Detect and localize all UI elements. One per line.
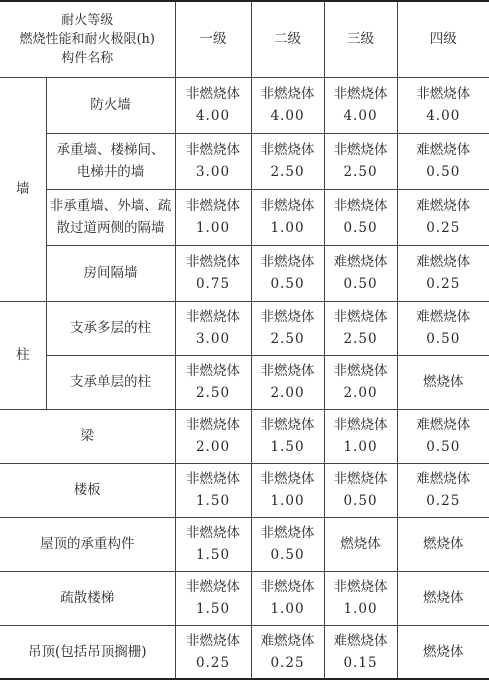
rating-cell xyxy=(175,133,251,189)
rating-cell xyxy=(324,355,397,409)
material-type: 燃烧体 xyxy=(423,536,464,552)
fire-limit-hours: 1.00 xyxy=(343,601,378,617)
rating-cell xyxy=(324,245,397,301)
grade-header: 二级 xyxy=(251,1,324,77)
rating-cell xyxy=(397,625,489,679)
table-row xyxy=(0,301,489,355)
table-row xyxy=(0,571,489,625)
rating-cell xyxy=(175,355,251,409)
rating-cell xyxy=(251,301,324,355)
material-type: 非燃烧体 xyxy=(333,198,388,214)
rating-cell xyxy=(175,189,251,245)
material-type: 非燃烧体 xyxy=(186,142,240,158)
material-type: 燃烧体 xyxy=(423,643,464,660)
material-type: 非燃烧体 xyxy=(260,471,315,487)
material-type: 难燃烧体 xyxy=(260,632,315,649)
fire-limit-hours: 2.50 xyxy=(270,164,305,180)
rating-cell xyxy=(397,571,489,625)
material-type: 非燃烧体 xyxy=(260,363,315,379)
rating-cell xyxy=(324,301,397,355)
rating-cell xyxy=(175,571,251,625)
rating-cell xyxy=(324,571,397,625)
material-type: 非燃烧体 xyxy=(186,417,240,433)
fire-limit-hours: 0.15 xyxy=(343,654,378,671)
fire-limit-hours: 0.50 xyxy=(343,220,378,236)
table-row xyxy=(0,517,489,571)
material-type: 非燃烧体 xyxy=(416,86,471,102)
rating-cell xyxy=(324,463,397,517)
component-name: 防火墙 xyxy=(46,77,175,133)
material-type: 难燃烧体 xyxy=(416,254,471,270)
material-type: 燃烧体 xyxy=(340,536,381,552)
component-name: 楼板 xyxy=(0,463,175,517)
rating-cell xyxy=(175,77,251,133)
rating-cell xyxy=(397,245,489,301)
fire-limit-hours: 1.00 xyxy=(270,601,305,617)
rating-cell xyxy=(175,463,251,517)
component-name: 支承多层的柱 xyxy=(46,301,175,355)
header-label-line2: 燃烧性能和耐火极限(h) xyxy=(19,31,156,47)
table-row xyxy=(0,409,489,463)
fire-limit-hours: 0.25 xyxy=(195,654,231,671)
material-type: 非燃烧体 xyxy=(333,471,388,487)
table-row xyxy=(0,77,489,133)
rating-cell xyxy=(324,517,397,571)
fire-limit-hours: 1.00 xyxy=(343,439,378,455)
material-type: 非燃烧体 xyxy=(186,309,240,325)
material-type: 非燃烧体 xyxy=(186,363,240,379)
fire-limit-hours: 2.50 xyxy=(195,385,231,401)
material-type: 非燃烧体 xyxy=(186,525,240,541)
material-type: 非燃烧体 xyxy=(260,309,315,325)
material-type: 燃烧体 xyxy=(423,590,464,606)
table-row xyxy=(0,189,489,245)
grade-header: 四级 xyxy=(397,1,489,77)
fire-limit-hours: 0.25 xyxy=(270,654,305,671)
material-type: 非燃烧体 xyxy=(333,86,388,102)
rating-cell xyxy=(397,133,489,189)
component-name-line2: 电梯井的墙 xyxy=(76,164,145,180)
rating-cell xyxy=(175,625,251,679)
material-type: 非燃烧体 xyxy=(260,417,315,433)
header-label-line3: 构件名称 xyxy=(61,50,114,66)
component-name: 房间隔墙 xyxy=(46,245,175,301)
group-label-column: 柱 xyxy=(0,301,46,409)
rating-cell xyxy=(324,625,397,679)
fire-limit-hours: 4.00 xyxy=(270,108,305,124)
material-type: 燃烧体 xyxy=(423,374,464,390)
rating-cell xyxy=(324,189,397,245)
material-type: 难燃烧体 xyxy=(416,471,471,487)
table-row xyxy=(0,133,489,189)
grade-header: 一级 xyxy=(175,1,251,77)
fire-limit-hours: 1.50 xyxy=(195,601,231,617)
fire-limit-hours: 0.75 xyxy=(195,276,231,292)
fire-limit-hours: 0.50 xyxy=(426,439,461,455)
material-type: 非燃烧体 xyxy=(333,363,388,379)
fire-limit-hours: 4.00 xyxy=(343,108,378,124)
rating-cell xyxy=(397,409,489,463)
group-label-wall: 墙 xyxy=(0,77,46,301)
component-name xyxy=(46,133,175,189)
fire-limit-hours: 0.50 xyxy=(426,164,461,180)
rating-cell xyxy=(251,77,324,133)
material-type: 非燃烧体 xyxy=(186,86,240,102)
table-row xyxy=(0,355,489,409)
rating-cell xyxy=(175,245,251,301)
rating-cell xyxy=(175,301,251,355)
component-name-line1: 承重墙、楼梯间、 xyxy=(56,142,165,158)
rating-cell xyxy=(251,409,324,463)
component-name: 吊顶(包括吊顶搁栅) xyxy=(0,625,175,679)
table-row xyxy=(0,625,489,679)
rating-cell xyxy=(397,355,489,409)
fire-limit-hours: 0.50 xyxy=(270,547,305,563)
rating-cell xyxy=(251,245,324,301)
rating-cell xyxy=(175,517,251,571)
rating-cell xyxy=(251,517,324,571)
fire-limit-hours: 3.00 xyxy=(195,331,231,347)
rating-cell xyxy=(251,625,324,679)
rating-cell xyxy=(251,355,324,409)
fire-limit-hours: 1.50 xyxy=(270,439,305,455)
rating-cell xyxy=(397,463,489,517)
fire-limit-hours: 0.50 xyxy=(270,276,305,292)
component-name: 梁 xyxy=(0,409,175,463)
fire-limit-hours: 3.00 xyxy=(195,164,231,180)
fire-limit-hours: 0.25 xyxy=(426,493,461,509)
material-type: 非燃烧体 xyxy=(186,198,240,214)
header-row xyxy=(0,1,489,77)
fire-limit-hours: 0.50 xyxy=(343,276,378,292)
material-type: 难燃烧体 xyxy=(416,417,471,433)
fire-limit-hours: 2.50 xyxy=(270,331,305,347)
component-name-line2: 散过道两侧的隔墙 xyxy=(56,220,165,236)
component-name: 疏散楼梯 xyxy=(0,571,175,625)
material-type: 难燃烧体 xyxy=(333,632,388,649)
material-type: 非燃烧体 xyxy=(186,579,240,595)
material-type: 非燃烧体 xyxy=(260,198,315,214)
fire-limit-hours: 2.00 xyxy=(195,439,231,455)
component-name-line1: 非承重墙、外墙、疏 xyxy=(49,198,172,214)
header-label-cell xyxy=(0,1,175,77)
rating-cell xyxy=(324,77,397,133)
material-type: 非燃烧体 xyxy=(333,309,388,325)
fire-limit-hours: 1.00 xyxy=(270,220,305,236)
table-row xyxy=(0,245,489,301)
component-name xyxy=(46,189,175,245)
material-type: 非燃烧体 xyxy=(260,579,315,595)
material-type: 难燃烧体 xyxy=(416,309,471,325)
grade-header: 三级 xyxy=(324,1,397,77)
fire-limit-hours: 0.50 xyxy=(426,331,461,347)
rating-cell xyxy=(397,77,489,133)
fire-limit-hours: 0.25 xyxy=(426,220,461,236)
rating-cell xyxy=(324,133,397,189)
fire-limit-hours: 0.25 xyxy=(426,276,461,292)
fire-limit-hours: 1.50 xyxy=(195,493,231,509)
fire-limit-hours: 2.00 xyxy=(343,385,378,401)
material-type: 难燃烧体 xyxy=(416,142,471,158)
rating-cell xyxy=(175,409,251,463)
fire-limit-hours: 1.50 xyxy=(195,547,231,563)
material-type: 非燃烧体 xyxy=(333,142,388,158)
material-type: 非燃烧体 xyxy=(260,254,315,270)
rating-cell xyxy=(251,571,324,625)
fire-limit-hours: 1.00 xyxy=(195,220,231,236)
rating-cell xyxy=(397,301,489,355)
material-type: 非燃烧体 xyxy=(333,417,388,433)
fire-limit-hours: 4.00 xyxy=(426,108,461,124)
fire-limit-hours: 2.50 xyxy=(343,164,378,180)
rating-cell xyxy=(324,409,397,463)
material-type: 非燃烧体 xyxy=(186,632,240,649)
rating-cell xyxy=(251,133,324,189)
header-label-line1: 耐火等级 xyxy=(61,12,114,28)
material-type: 非燃烧体 xyxy=(260,525,315,541)
fire-limit-hours: 2.00 xyxy=(270,385,305,401)
material-type: 非燃烧体 xyxy=(186,471,240,487)
component-name: 屋顶的承重构件 xyxy=(0,517,175,571)
rating-cell xyxy=(397,189,489,245)
table-row xyxy=(0,463,489,517)
fire-limit-hours: 1.00 xyxy=(270,493,305,509)
fire-limit-hours: 4.00 xyxy=(195,108,231,124)
material-type: 非燃烧体 xyxy=(333,579,388,595)
fire-limit-hours: 2.50 xyxy=(343,331,378,347)
material-type: 非燃烧体 xyxy=(260,86,315,102)
material-type: 非燃烧体 xyxy=(260,142,315,158)
component-name: 支承单层的柱 xyxy=(46,355,175,409)
rating-cell xyxy=(397,517,489,571)
material-type: 难燃烧体 xyxy=(333,254,388,270)
rating-cell xyxy=(251,189,324,245)
fire-limit-hours: 0.50 xyxy=(343,493,378,509)
rating-cell xyxy=(251,463,324,517)
material-type: 非燃烧体 xyxy=(186,254,240,270)
material-type: 难燃烧体 xyxy=(416,198,471,214)
